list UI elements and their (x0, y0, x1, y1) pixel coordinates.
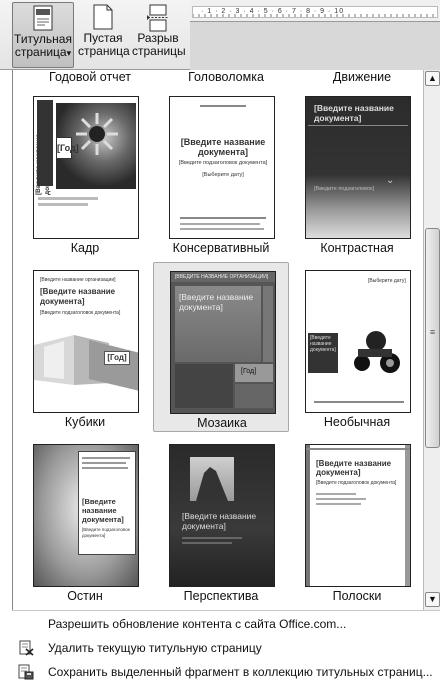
tile-label: Кубики (64, 415, 106, 429)
tile-date: [Выберите дату] (202, 172, 244, 178)
cover-page-label-1: Титульная (14, 32, 72, 46)
delete-page-icon (18, 640, 34, 656)
cover-tile-kubiki[interactable] (17, 262, 153, 432)
cover-tile-perspektiva[interactable] (153, 436, 289, 606)
tile-side-title: [Введите название документа] (35, 133, 51, 195)
cover-thumbnail (170, 271, 276, 414)
cover-tile-mozaika[interactable] (153, 262, 289, 432)
scroll-down-button[interactable]: ▼ (425, 592, 440, 607)
cover-thumbnail (33, 96, 139, 239)
gallery-scrollbar[interactable] (423, 70, 440, 610)
cover-page-icon (32, 5, 54, 33)
gallery-menu (12, 610, 440, 691)
cover-thumbnail (305, 270, 411, 413)
cover-tile-poloski[interactable] (289, 436, 425, 606)
tile-organization: [ВВЕДИТЕ НАЗВАНИЕ ОРГАНИЗАЦИИ] (175, 274, 269, 280)
tile-title: [Введите название документа] (179, 292, 254, 312)
tile-label: Контрастная (320, 241, 394, 255)
gallery-top-label: Головоломка (188, 70, 264, 84)
blank-page-icon (92, 4, 114, 32)
page-break-label-2: страницы (132, 44, 186, 58)
cover-thumbnail (305, 444, 411, 587)
menu-item-label: Разрешить обновление контента с сайта Office.com... (48, 617, 347, 631)
blank-page-label-2: страница (78, 44, 130, 58)
tile-subtitle: [Введите подзаголовок документа] (178, 160, 268, 166)
cover-thumbnail (169, 444, 275, 587)
tile-subtitle: [Введите подзаголовок документа] (316, 480, 397, 486)
tile-label: Перспектива (183, 589, 259, 603)
tile-subtitle: [Введите подзаголовок] (314, 186, 375, 192)
gallery-top-label: Движение (332, 70, 392, 84)
tile-title: [Введите название документа] (82, 497, 124, 524)
cover-thumbnail (169, 96, 275, 239)
blank-page-label-1: Пустая (83, 31, 123, 45)
ruler-bar (190, 0, 440, 22)
save-selection-icon (18, 664, 34, 680)
menu-item-enable-office-content[interactable] (12, 613, 440, 635)
cover-tile-kontrastnaya[interactable] (289, 88, 425, 258)
tile-year-tag: [Год] (241, 368, 257, 375)
cover-thumbnail (33, 444, 139, 587)
cover-page-gallery (12, 70, 440, 610)
tile-label: Мозаика (197, 416, 247, 430)
tile-title: [Введите название документа] (314, 103, 394, 123)
tile-title: [Введите название документа] (182, 511, 257, 531)
tile-subtitle: [Введите подзаголовок документа] (40, 310, 121, 316)
tile-organization: [Введите название организации] (40, 277, 116, 283)
tile-label: Остин (67, 589, 103, 603)
tile-subtitle: [Введите подзаголовок документа] (82, 527, 130, 538)
grip-icon: ≡ (429, 327, 436, 337)
cover-tile-konservativny[interactable] (153, 88, 289, 258)
tile-title: [Введите название документа] (40, 287, 116, 306)
page-break-icon (147, 4, 169, 32)
page-break-button[interactable] (132, 2, 184, 68)
cover-tile-kadr[interactable] (17, 88, 153, 258)
tile-date: [Выберите дату] (368, 278, 406, 284)
cover-page-label-2: страница▾ (14, 45, 72, 59)
menu-item-delete-cover-page[interactable] (12, 637, 440, 659)
menu-item-label: Удалить текущую титульную страницу (48, 641, 262, 655)
cover-thumbnail (305, 96, 411, 239)
chevron-down-icon: ▾ (66, 48, 72, 58)
scroll-thumb[interactable] (425, 228, 440, 448)
blank-page-button[interactable] (78, 2, 128, 68)
tile-year-tag: [Год] (104, 351, 130, 365)
gallery-top-label: Годовой отчет (49, 70, 131, 84)
tile-title: [Введите название документа] (180, 137, 266, 157)
document-background (190, 22, 440, 70)
cover-thumbnail (33, 270, 139, 413)
cover-page-button[interactable] (12, 2, 74, 68)
tile-label: Полоски (332, 589, 382, 603)
chevron-down-icon: ⌄ (386, 175, 395, 186)
tile-title: [Введите название документа] (316, 459, 392, 477)
page-break-label-1: Разрыв (137, 31, 179, 45)
tile-title: [Введите название документа] (310, 335, 336, 353)
scroll-up-button[interactable]: ▲ (425, 71, 440, 86)
menu-item-save-selection[interactable] (12, 661, 440, 683)
cover-tile-neobychnaya[interactable] (289, 262, 425, 432)
tile-label: Необычная (323, 415, 391, 429)
menu-item-label: Сохранить выделенный фрагмент в коллекцию титульных страниц... (48, 665, 433, 679)
cover-tile-ostin[interactable] (17, 436, 153, 606)
tile-year-tag: [Год] (56, 137, 72, 159)
ruler[interactable] (192, 6, 438, 18)
tile-label: Кадр (70, 241, 100, 255)
ruler-text: · 1 · 2 · 3 · 4 · 5 · 6 · 7 · 8 · 9 · 10 (201, 8, 345, 15)
tile-label: Консервативный (172, 241, 270, 255)
